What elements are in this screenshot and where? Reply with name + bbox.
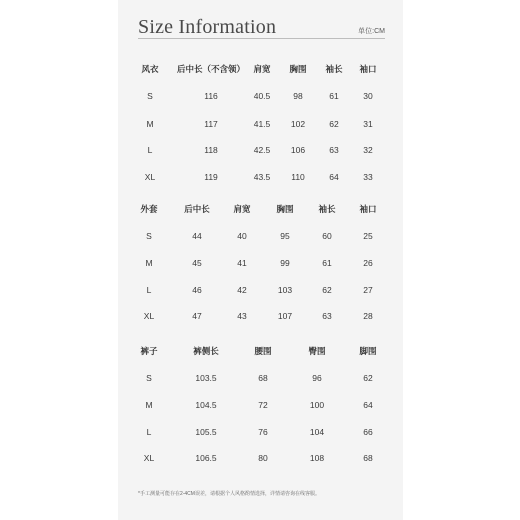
- column-header: 风衣: [141, 64, 159, 74]
- column-header: 外套: [140, 204, 158, 214]
- size-label: L: [147, 145, 153, 155]
- table-cell: 106.5: [195, 453, 217, 463]
- table-cell: 104: [309, 427, 325, 437]
- table-cell: 43.5: [253, 172, 271, 182]
- table-cell: 42.5: [253, 145, 271, 155]
- table-cell: 42: [237, 285, 247, 295]
- table-cell: 110: [291, 172, 305, 182]
- column-header: 胸围: [276, 204, 294, 214]
- table-cell: 66: [363, 427, 373, 437]
- table-cell: 40: [237, 231, 247, 241]
- table-cell: 62: [363, 373, 373, 383]
- table-cell: 27: [363, 285, 373, 295]
- table-cell: 60: [322, 231, 332, 241]
- size-label: XL: [143, 311, 155, 321]
- table-cell: 119: [204, 172, 218, 182]
- column-header: 胸围: [289, 64, 307, 74]
- size-label: M: [145, 400, 153, 410]
- table-cell: 95: [280, 231, 290, 241]
- size-label: S: [146, 231, 152, 241]
- column-header: 肩宽: [233, 204, 251, 214]
- column-header: 脚围: [359, 346, 377, 356]
- table-cell: 80: [258, 453, 268, 463]
- table-cell: 31: [363, 119, 373, 129]
- size-label: L: [146, 285, 152, 295]
- table-cell: 72: [258, 400, 268, 410]
- title-divider: [138, 38, 385, 39]
- table-cell: 106: [290, 145, 306, 155]
- table-cell: 76: [258, 427, 268, 437]
- column-header: 臀围: [308, 346, 326, 356]
- column-header: 袖口: [359, 64, 377, 74]
- size-label: L: [146, 427, 152, 437]
- unit-label: 单位:CM: [358, 28, 385, 35]
- table-cell: 63: [329, 145, 339, 155]
- table-cell: 107: [277, 311, 293, 321]
- column-header: 腰围: [254, 346, 272, 356]
- column-header: 肩宽: [253, 64, 271, 74]
- table-cell: 99: [280, 258, 290, 268]
- page-title: Size Information: [138, 16, 277, 38]
- table-cell: 64: [363, 400, 373, 410]
- table-cell: 32: [363, 145, 373, 155]
- table-cell: 61: [322, 258, 332, 268]
- table-cell: 62: [322, 285, 332, 295]
- column-header: 袖口: [359, 204, 377, 214]
- size-label: S: [146, 373, 152, 383]
- footnote: *手工测量可能存在2-4CM误差，请根据个人风格酌情选择，详情请咨询在线客服。: [138, 491, 320, 497]
- table-cell: 26: [363, 258, 373, 268]
- column-header: 裤侧长: [193, 346, 219, 356]
- table-cell: 41.5: [253, 119, 271, 129]
- size-label: M: [145, 258, 153, 268]
- table-cell: 98: [293, 91, 303, 101]
- table-cell: 118: [204, 145, 218, 155]
- table-cell: 100: [309, 400, 325, 410]
- table-cell: 103.5: [195, 373, 217, 383]
- table-cell: 68: [258, 373, 268, 383]
- size-label: S: [147, 91, 153, 101]
- table-cell: 104.5: [195, 400, 217, 410]
- table-cell: 28: [363, 311, 373, 321]
- column-header: 后中长: [184, 204, 210, 214]
- table-cell: 96: [312, 373, 322, 383]
- column-header: 后中长（不含领）: [176, 64, 246, 74]
- table-cell: 68: [363, 453, 373, 463]
- table-cell: 25: [363, 231, 373, 241]
- column-header: 袖长: [325, 64, 343, 74]
- table-cell: 33: [363, 172, 373, 182]
- column-header: 裤子: [140, 346, 158, 356]
- table-cell: 44: [192, 231, 202, 241]
- table-cell: 62: [329, 119, 339, 129]
- table-cell: 103: [277, 285, 293, 295]
- table-cell: 40.5: [253, 91, 271, 101]
- table-cell: 30: [363, 91, 373, 101]
- table-cell: 45: [192, 258, 202, 268]
- size-label: XL: [143, 453, 155, 463]
- table-cell: 43: [237, 311, 247, 321]
- table-cell: 108: [309, 453, 325, 463]
- size-label: XL: [144, 172, 156, 182]
- size-info-card: [118, 0, 403, 520]
- table-cell: 102: [290, 119, 306, 129]
- table-cell: 61: [329, 91, 339, 101]
- size-label: M: [146, 119, 154, 129]
- table-cell: 47: [192, 311, 202, 321]
- table-cell: 41: [237, 258, 247, 268]
- table-cell: 116: [204, 91, 218, 101]
- table-cell: 46: [192, 285, 202, 295]
- column-header: 袖长: [318, 204, 336, 214]
- table-cell: 105.5: [195, 427, 217, 437]
- table-cell: 117: [204, 119, 218, 129]
- table-cell: 64: [329, 172, 339, 182]
- table-cell: 63: [322, 311, 332, 321]
